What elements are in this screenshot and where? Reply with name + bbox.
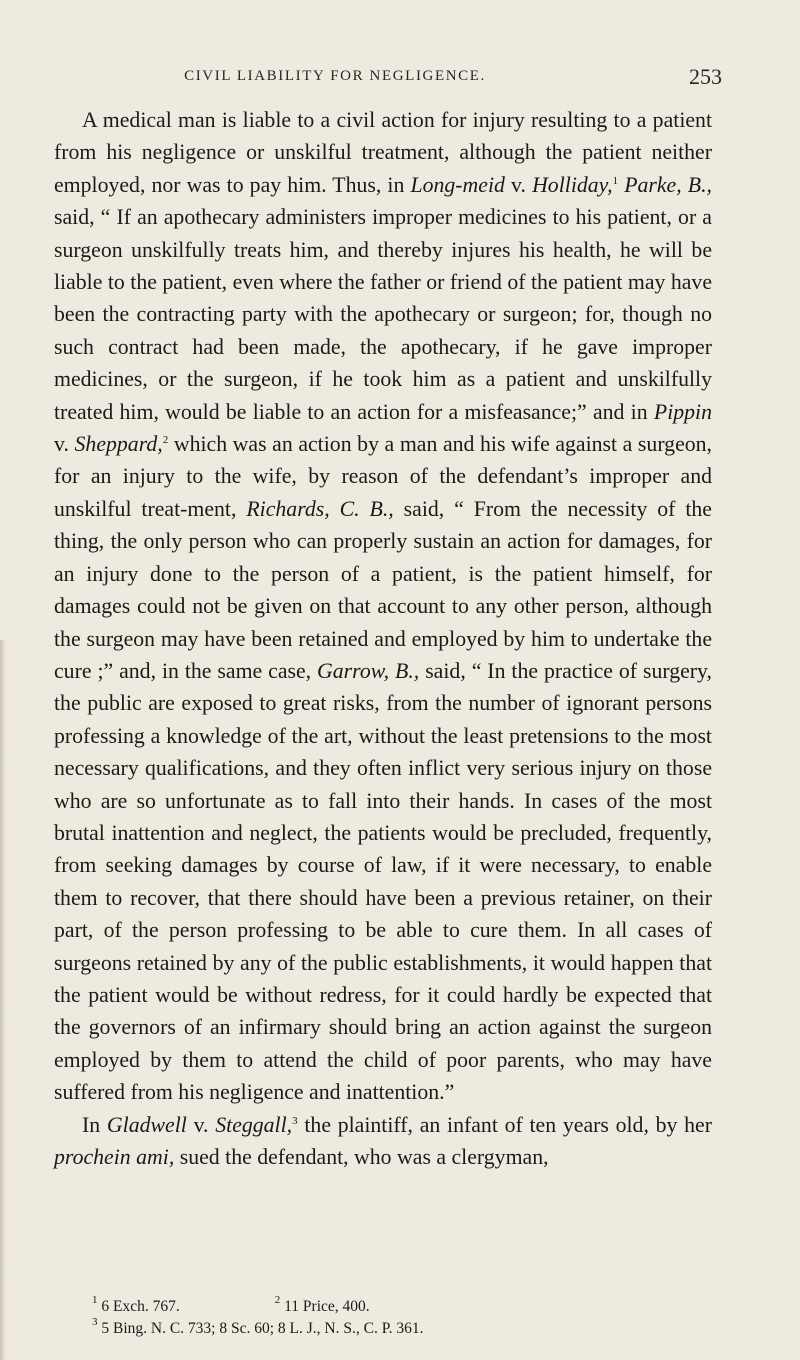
page-number: 253 — [689, 64, 722, 89]
judge-name: Garrow, B., — [317, 658, 420, 683]
text-run: A medical man is liable to a civil action for injury resulting to a patient from his negligence or unskilful treatment, although the patient neither employed, nor was to pay him. Thus, in — [54, 108, 712, 197]
main-text — [54, 104, 712, 1173]
case-name: Long-meid — [410, 172, 505, 197]
footnote-text: 5 Bing. N. C. 733; 8 Sc. 60; 8 L. J., N. S., C. P. 361. — [101, 1320, 424, 1337]
footnote-3 — [92, 1318, 423, 1340]
footnote-ref: 2 — [162, 434, 169, 447]
footnote-text: 6 Exch. 767. — [101, 1298, 180, 1315]
footnote-row — [92, 1296, 712, 1318]
judge-name: Parke, B., — [624, 172, 712, 197]
text-run: said, “ From the necessity of the thing, the only person who can properly sustain an action for damages, for an injury done to the person of a patient, is the patient himself, for damages could not be given on that account to any other person, although the surgeon may have been retained and employed by him to undertake the cure ;” and, in the same case, — [54, 496, 712, 683]
text-run: the plaintiff, an infant of ten years old, by her — [297, 1112, 712, 1137]
text-run: said, “ If an apothecary administers improper medicines to his patient, or a surgeon unskilfully treats him, and thereby injures his health, he will be liable to the patient, even where the father or friend of the patient may have been the contracting party with the apothecary or surgeon; for, though no such contract had been made, the apothecary, if he gave improper medicines, or the surgeon, if he took him as a patient and unskilfully treated him, would be liable to an action for a misfeasance;” and in — [54, 205, 712, 424]
judge-name: Richards, C. B., — [246, 496, 394, 521]
text-run: which was an action by a man and his wife against a surgeon, for an injury to the wife, by reason of the defendant’s improper and unskilful treat-ment, — [54, 432, 713, 521]
footnote-marker: 1 — [92, 1294, 98, 1306]
paragraph-1 — [54, 104, 712, 1109]
footnote-text: 11 Price, 400. — [284, 1298, 370, 1315]
text-run: sued the defendant, who was a clergyman, — [174, 1145, 549, 1169]
footnote-1 — [92, 1296, 180, 1318]
text-run: said, “ In the practice of surgery, the public are exposed to great risks, from the number of ignorant persons professing a knowledge of the art, without the least pretensions to the most necessary qualifications, and they often inflict very serious injury on those who are so unfortunate as to fall into their hands. In cases of the most brutal inattention and neglect, the patients would be precluded, frequently, from seeking damages by course of law, if it were necessary, to enable them to recover, that there should have been a previous retainer, on their part, of the person professing to be able to cure them. In all cases of surgeons retained by any of the public establishments, it would happen that the patient would be without redress, for it could hardly be expected that the governors of an infirmary should bring an action against the surgeon employed by them to attend the child of poor parents, who may have suffered from his negligence and inattention.” — [54, 658, 712, 1105]
running-title: CIVIL LIABILITY FOR NEGLIGENCE. — [184, 68, 486, 84]
latin-phrase: prochein ami, — [54, 1145, 175, 1169]
text-run: v. — [186, 1112, 216, 1137]
footnote-2 — [275, 1296, 370, 1318]
footnotes — [92, 1296, 712, 1340]
footnote-ref: 3 — [292, 1114, 298, 1127]
footnote-marker: 3 — [92, 1316, 98, 1328]
page-edge-shadow — [0, 640, 6, 1360]
text-run: In — [82, 1112, 107, 1137]
paragraph-2 — [54, 1109, 712, 1174]
case-name: Gladwell — [106, 1112, 187, 1137]
case-name: Pippin — [653, 399, 712, 424]
case-name: Sheppard, — [74, 432, 163, 457]
case-name: Holliday, — [532, 172, 613, 197]
footnote-row — [92, 1318, 712, 1340]
case-name: Steggall, — [215, 1112, 293, 1137]
footnote-ref: 1 — [612, 174, 619, 187]
footnote-marker: 2 — [274, 1294, 281, 1306]
text-run: v. — [504, 172, 533, 197]
text-run: v. — [54, 432, 75, 457]
